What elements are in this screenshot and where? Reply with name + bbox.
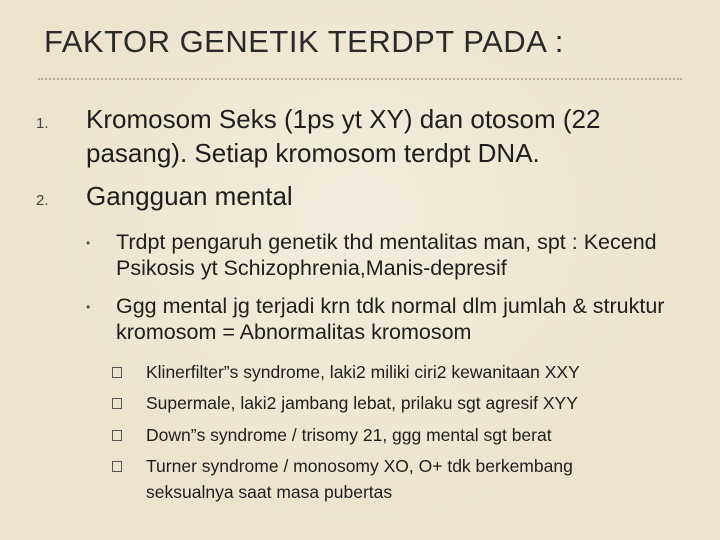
item-2-text: Gangguan mental xyxy=(86,181,293,211)
syndrome-3-text: Down”s syndrome / trisomy 21, ggg mental sgt berat xyxy=(146,425,552,445)
checkbox-bullet-icon xyxy=(112,430,122,441)
bullet-icon: • xyxy=(86,236,91,250)
syndrome-2-text: Supermale, laki2 jambang lebat, prilaku sgt agresif XYY xyxy=(146,393,578,413)
checkbox-bullet-icon xyxy=(112,367,122,378)
syndrome-1-text: Klinerfilter”s syndrome, laki2 miliki ciri2 kewanitaan XXY xyxy=(146,362,580,382)
title-divider xyxy=(38,78,682,80)
checkbox-bullet-icon xyxy=(112,398,122,409)
bullet-icon: • xyxy=(86,300,91,314)
subitem-2-text: Ggg mental jg terjadi krn tdk normal dlm jumlah & struktur kromosom = Abnormalitas kromosom xyxy=(116,294,665,344)
item-number-1: 1. xyxy=(36,115,49,132)
syndrome-4-text: Turner syndrome / monosomy XO, O+ tdk berkembang xyxy=(146,456,573,476)
checkbox-bullet-icon xyxy=(112,461,122,472)
syndrome-4-continuation: seksualnya saat masa pubertas xyxy=(146,482,393,502)
item-number-2: 2. xyxy=(36,192,49,209)
item-1-text: Kromosom Seks (1ps yt XY) dan otosom (22 pasang). Setiap kromosom terdpt DNA. xyxy=(86,104,601,168)
slide-title: FAKTOR GENETIK TERDPT PADA : xyxy=(44,24,564,59)
subitem-1-text: Trdpt pengaruh genetik thd mentalitas man, spt : Kecend Psikosis yt Schizophrenia,Manis-depresif xyxy=(116,230,657,280)
